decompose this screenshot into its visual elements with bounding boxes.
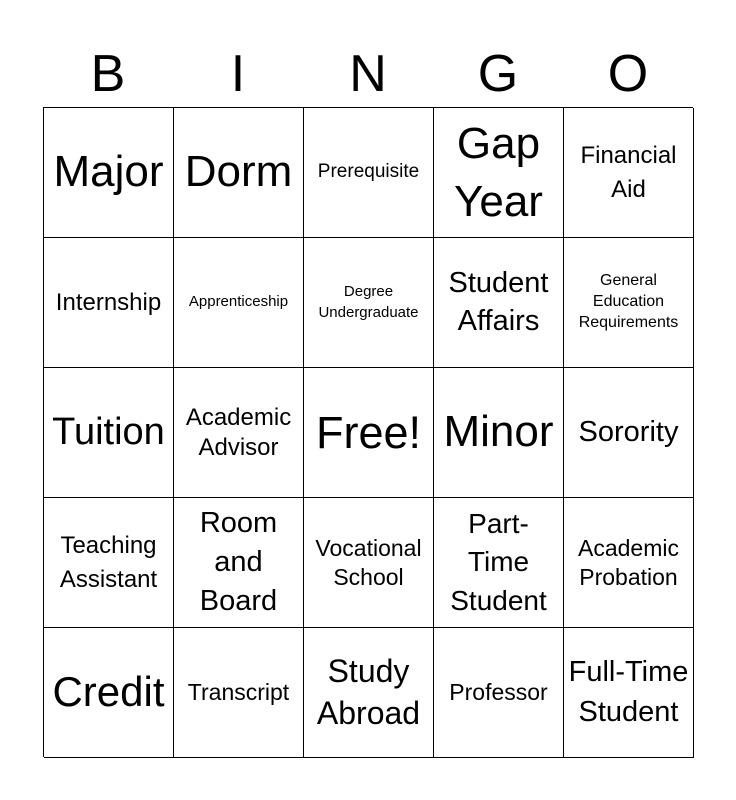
bingo-cell: Part-Time Student xyxy=(434,498,564,628)
bingo-header xyxy=(43,40,693,108)
bingo-cell: Room and Board xyxy=(174,498,304,628)
bingo-cell: Teaching Assistant xyxy=(44,498,174,628)
bingo-cell: Apprenticeship xyxy=(174,238,304,368)
header-letter-o: O xyxy=(607,45,649,103)
bingo-cell: Transcript xyxy=(174,628,304,758)
bingo-cell: Full-Time Student xyxy=(564,628,694,758)
bingo-cell: Prerequisite xyxy=(304,108,434,238)
bingo-cell: Credit xyxy=(44,628,174,758)
bingo-cell: Sorority xyxy=(564,368,694,498)
bingo-cell: Student Affairs xyxy=(434,238,564,368)
bingo-cell: Vocational School xyxy=(304,498,434,628)
bingo-cell: Study Abroad xyxy=(304,628,434,758)
bingo-board xyxy=(43,107,693,757)
bingo-cell: Academic Probation xyxy=(564,498,694,628)
header-letter-b: B xyxy=(90,45,126,103)
header-letter-n: N xyxy=(349,45,387,103)
bingo-cell: General Education Requirements xyxy=(564,238,694,368)
bingo-cell: Degree Undergraduate xyxy=(304,238,434,368)
bingo-cell: Dorm xyxy=(174,108,304,238)
bingo-cell: Free! xyxy=(304,368,434,498)
header-letter-g: G xyxy=(477,45,519,103)
bingo-cell: Gap Year xyxy=(434,108,564,238)
bingo-cell: Academic Advisor xyxy=(174,368,304,498)
bingo-cell: Internship xyxy=(44,238,174,368)
bingo-cell: Financial Aid xyxy=(564,108,694,238)
bingo-cell: Tuition xyxy=(44,368,174,498)
bingo-cell: Major xyxy=(44,108,174,238)
bingo-cell: Professor xyxy=(434,628,564,758)
bingo-cell: Minor xyxy=(434,368,564,498)
header-letter-i: I xyxy=(230,45,246,103)
